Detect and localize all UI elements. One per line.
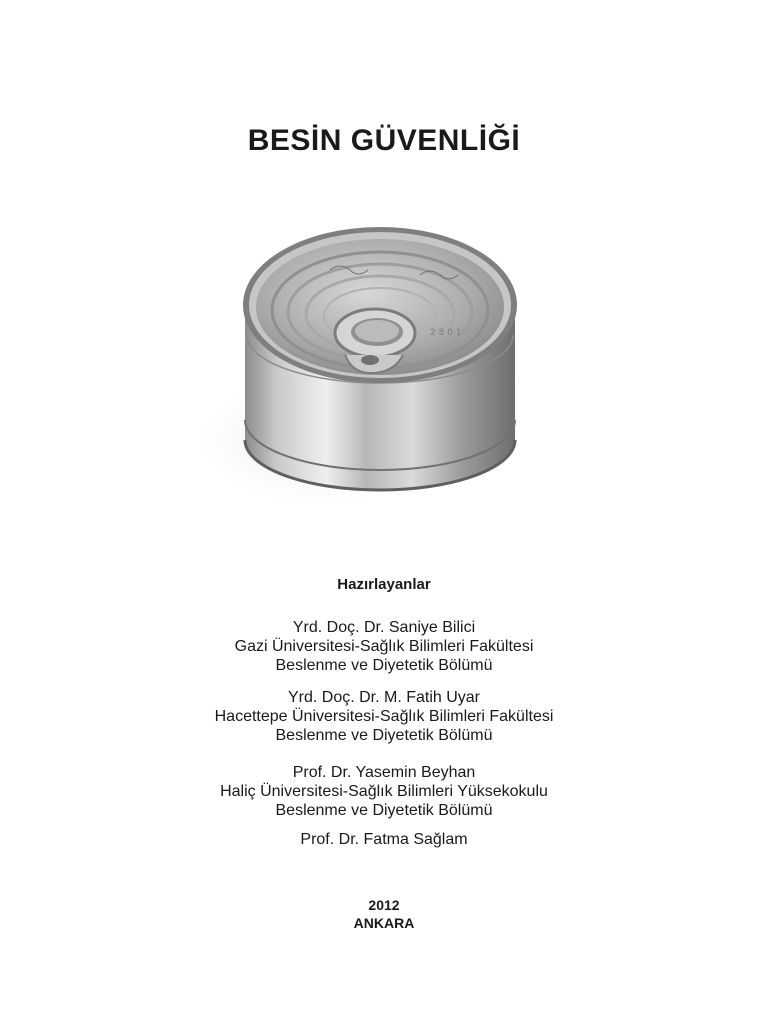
author-block: [0, 688, 768, 745]
author-block: [0, 618, 768, 675]
document-title: BESİN GÜVENLİĞİ: [247, 124, 521, 157]
opened-food-can-icon: [170, 215, 590, 535]
author-department: Beslenme ve Diyetetik Bölümü: [275, 657, 493, 674]
publication-info: [0, 896, 768, 932]
svg-text:2 8 0 1: 2 8 0 1: [430, 328, 462, 338]
author-name: Yrd. Doç. Dr. M. Fatih Uyar: [287, 689, 481, 706]
publication-year: 2012: [368, 897, 400, 913]
author-block: [0, 763, 768, 820]
author-department: Beslenme ve Diyetetik Bölümü: [275, 802, 493, 819]
author-affiliation: Gazi Üniversitesi-Sağlık Bilimleri Fakültesi: [234, 638, 534, 655]
author-department: Beslenme ve Diyetetik Bölümü: [275, 727, 493, 744]
author-affiliation: Hacettepe Üniversitesi-Sağlık Bilimleri Fakültesi: [214, 708, 554, 725]
prepared-by-heading: Hazırlayanlar: [337, 576, 431, 593]
author-name: Yrd. Doç. Dr. Saniye Bilici: [292, 619, 476, 636]
can-image: [170, 215, 590, 535]
author-name: Prof. Dr. Fatma Sağlam: [300, 831, 468, 848]
author-affiliation: Haliç Üniversitesi-Sağlık Bilimleri Yüksekokulu: [220, 783, 548, 800]
author-name: Prof. Dr. Yasemin Beyhan: [292, 764, 476, 781]
publication-city: ANKARA: [353, 915, 415, 931]
author-block: [0, 830, 768, 849]
